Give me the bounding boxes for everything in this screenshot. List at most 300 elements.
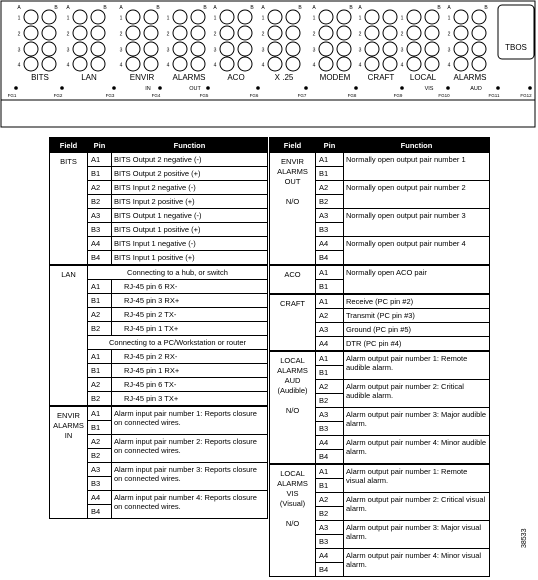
column-letter: B	[54, 5, 58, 11]
row-number: 1	[66, 15, 70, 22]
connector-pin-icon	[425, 26, 439, 40]
connector-pin-icon	[425, 57, 439, 71]
field-craft: CRAFT	[270, 294, 316, 351]
connector-pin-icon	[220, 42, 234, 56]
connector-pin-icon	[365, 57, 379, 71]
row-number: 4	[119, 62, 123, 69]
row-number: 2	[358, 31, 362, 38]
connector-pin-icon	[191, 42, 205, 56]
function-cell: Normally open output pair number 2	[344, 181, 490, 209]
connector-pin-icon	[91, 10, 105, 24]
pin-cell: A4	[88, 237, 112, 251]
function-cell: Ground (PC pin #5)	[344, 323, 490, 337]
pin-cell: B4	[88, 505, 112, 519]
connector-pin-icon	[337, 26, 351, 40]
connector-pin-icon	[42, 57, 56, 71]
function-cell: Alarm output pair number 4: Minor audible alarm.	[344, 436, 490, 465]
function-cell: RJ-45 pin 6 RX-	[112, 280, 268, 294]
connector-panel	[0, 0, 536, 128]
connector-label: LOCAL	[409, 73, 437, 82]
column-letter: A	[312, 5, 316, 11]
connector-pin-icon	[191, 26, 205, 40]
row-number: 4	[312, 62, 316, 69]
field-bits: BITS	[50, 153, 88, 266]
connector-pin-icon	[286, 57, 300, 71]
left-header-pin: Pin	[88, 138, 112, 153]
connector-pin-icon	[144, 26, 158, 40]
row-number: 2	[213, 31, 217, 38]
connector-pin-icon	[472, 10, 486, 24]
pin-cell: A1	[88, 350, 112, 364]
connector-pin-icon	[286, 26, 300, 40]
pin-cell: A2	[88, 378, 112, 392]
pin-cell: B3	[88, 477, 112, 491]
connector-pin-icon	[407, 42, 421, 56]
ground-label: FG3	[105, 93, 115, 98]
function-cell: RJ-45 pin 3 RX+	[112, 294, 268, 308]
pin-cell: B4	[316, 251, 344, 266]
function-cell: BITS Output 2 negative (-)	[112, 153, 268, 167]
connector-pin-icon	[472, 57, 486, 71]
table-row	[270, 294, 490, 309]
pin-cell: B2	[316, 394, 344, 408]
pin-cell: A2	[316, 181, 344, 195]
field-local-alarms-aud	[270, 351, 316, 464]
connector-label: X .25	[274, 73, 294, 82]
connector-sublabel: IN	[145, 86, 151, 92]
connector-sublabel: OUT	[189, 86, 201, 92]
connector-label: ALARMS	[453, 73, 487, 82]
row-number: 2	[166, 31, 170, 38]
pin-cell: A4	[88, 491, 112, 505]
function-cell: Alarm output pair number 2: Critical audible alarm.	[344, 380, 490, 408]
pin-cell: A2	[316, 380, 344, 394]
row-number: 1	[261, 15, 265, 22]
row-number: 2	[312, 31, 316, 38]
ground-point-icon	[446, 86, 450, 90]
connector-pin-icon	[365, 26, 379, 40]
pin-cell: B3	[316, 535, 344, 549]
ground-point-icon	[354, 86, 358, 90]
connector-pin-icon	[144, 42, 158, 56]
connector-sublabel: AUD	[470, 86, 482, 92]
connector-label: LAN	[81, 73, 97, 82]
row-number: 1	[17, 15, 21, 22]
pin-cell: B2	[316, 507, 344, 521]
field-line: VIS	[286, 489, 299, 498]
column-letter: A	[17, 5, 21, 11]
pin-cell: A4	[316, 436, 344, 450]
connector-pin-icon	[91, 42, 105, 56]
pin-cell: B1	[316, 167, 344, 181]
row-number: 2	[119, 31, 123, 38]
row-number: 2	[447, 31, 451, 38]
right-pinout-table	[269, 137, 490, 577]
pin-cell: B2	[88, 195, 112, 209]
connector-pin-icon	[238, 42, 252, 56]
ground-label: FG9	[393, 93, 403, 98]
connector-pin-icon	[42, 26, 56, 40]
left-header-function: Function	[112, 138, 268, 153]
row-number: 2	[400, 31, 404, 38]
field-line: (Visual)	[279, 499, 306, 508]
connector-pin-icon	[191, 10, 205, 24]
connector-pin-icon	[42, 42, 56, 56]
ground-point-icon	[496, 86, 500, 90]
pin-cell: A3	[88, 209, 112, 223]
connector-pin-icon	[365, 42, 379, 56]
connector-pin-icon	[454, 42, 468, 56]
function-cell: Alarm output pair number 3: Major visual alarm.	[344, 521, 490, 549]
field-line: ALARMS	[277, 167, 308, 176]
connector-pin-icon	[337, 57, 351, 71]
connector-pin-icon	[173, 57, 187, 71]
function-cell: BITS Input 1 negative (-)	[112, 237, 268, 251]
table-row	[270, 351, 490, 366]
connector-pin-icon	[126, 26, 140, 40]
connector-pin-icon	[337, 42, 351, 56]
connector-pin-icon	[126, 10, 140, 24]
ground-label: FG1	[7, 93, 17, 98]
row-number: 3	[66, 47, 70, 54]
function-cell: Normally open output pair number 4	[344, 237, 490, 266]
row-number: 4	[166, 62, 170, 69]
function-cell: DTR (PC pin #4)	[344, 337, 490, 352]
pin-cell: A4	[316, 549, 344, 563]
lan-pc-heading: Connecting to a PC/Workstation or router	[88, 336, 268, 350]
ground-point-icon	[112, 86, 116, 90]
row-number: 4	[358, 62, 362, 69]
connector-pin-icon	[91, 26, 105, 40]
column-letter: A	[358, 5, 362, 11]
column-letter: A	[261, 5, 265, 11]
pin-cell: A1	[316, 351, 344, 366]
row-number: 1	[358, 15, 362, 22]
row-number: 4	[17, 62, 21, 69]
row-number: 3	[400, 47, 404, 54]
column-letter: B	[349, 5, 353, 11]
table-row	[50, 153, 268, 167]
pin-cell: B1	[316, 366, 344, 380]
column-letter: A	[119, 5, 123, 11]
pin-cell: B2	[88, 322, 112, 336]
pin-cell: A3	[316, 408, 344, 422]
connector-pin-icon	[319, 42, 333, 56]
function-cell: Alarm input pair number 4: Reports closure on connected wires.	[112, 491, 268, 519]
connector-label: BITS	[31, 73, 49, 82]
left-header-row	[50, 138, 268, 153]
connector-pin-icon	[191, 57, 205, 71]
connector-pin-icon	[454, 26, 468, 40]
connector-pin-icon	[126, 57, 140, 71]
field-line: (Audible)	[277, 386, 308, 395]
pin-cell: A2	[88, 181, 112, 195]
column-letter: A	[66, 5, 70, 11]
pin-cell: B1	[88, 167, 112, 181]
connector-pin-icon	[286, 10, 300, 24]
ground-point-icon	[206, 86, 210, 90]
column-letter: B	[298, 5, 302, 11]
pin-cell: A1	[316, 294, 344, 309]
connector-pin-icon	[144, 10, 158, 24]
column-letter: A	[447, 5, 451, 11]
function-cell: Alarm output pair number 1: Remote audible alarm.	[344, 351, 490, 380]
pin-cell: B2	[88, 392, 112, 407]
field-line: AUD	[284, 376, 301, 385]
function-cell: Normally open output pair number 3	[344, 209, 490, 237]
table-row	[50, 406, 268, 421]
right-header-row	[270, 138, 490, 153]
ground-point-icon	[400, 86, 404, 90]
right-header-function: Function	[344, 138, 490, 153]
column-letter: B	[250, 5, 254, 11]
connector-pin-icon	[73, 26, 87, 40]
connector-pin-icon	[73, 42, 87, 56]
row-number: 2	[17, 31, 21, 38]
function-cell: Alarm output pair number 2: Critical visual alarm.	[344, 493, 490, 521]
pin-cell: A1	[316, 265, 344, 280]
connector-pin-icon	[220, 26, 234, 40]
pin-cell: B4	[88, 251, 112, 266]
row-number: 2	[66, 31, 70, 38]
connector-pin-icon	[365, 10, 379, 24]
connector-pin-icon	[337, 10, 351, 24]
row-number: 3	[166, 47, 170, 54]
connector-pin-icon	[73, 57, 87, 71]
row-number: 1	[447, 15, 451, 22]
field-line: ENVIR	[281, 157, 304, 166]
pin-cell: B1	[88, 421, 112, 435]
column-letter: B	[484, 5, 488, 11]
connector-pin-icon	[425, 10, 439, 24]
connector-pin-icon	[91, 57, 105, 71]
column-letter: A	[213, 5, 217, 11]
connector-pin-icon	[407, 26, 421, 40]
row-number: 3	[261, 47, 265, 54]
function-cell: BITS Output 1 negative (-)	[112, 209, 268, 223]
function-cell: Alarm input pair number 1: Reports closure on connected wires.	[112, 406, 268, 435]
field-line: ALARMS	[277, 366, 308, 375]
function-cell: BITS Input 2 negative (-)	[112, 181, 268, 195]
row-number: 3	[119, 47, 123, 54]
function-cell: Alarm output pair number 3: Major audible alarm.	[344, 408, 490, 436]
row-number: 4	[213, 62, 217, 69]
connector-pin-icon	[42, 10, 56, 24]
pin-cell: B4	[316, 563, 344, 577]
connector-label: MODEM	[319, 73, 351, 82]
ground-label: FG6	[249, 93, 259, 98]
connector-label: ENVIR	[129, 73, 155, 82]
function-cell: Alarm output pair number 1: Remote visual alarm.	[344, 464, 490, 493]
row-number: 3	[213, 47, 217, 54]
row-number: 1	[166, 15, 170, 22]
row-number: 3	[17, 47, 21, 54]
connector-pin-icon	[268, 10, 282, 24]
column-letter: B	[437, 5, 441, 11]
field-lan: LAN	[50, 265, 88, 406]
connector-pin-icon	[24, 26, 38, 40]
pin-cell: B4	[316, 450, 344, 465]
pin-cell: A1	[316, 153, 344, 167]
connector-pin-icon	[126, 42, 140, 56]
row-number: 4	[261, 62, 265, 69]
connector-pin-icon	[268, 26, 282, 40]
field-line: IN	[64, 431, 73, 440]
function-cell: Alarm input pair number 3: Reports closure on connected wires.	[112, 463, 268, 491]
connector-pin-icon	[173, 10, 187, 24]
field-line: N/O	[285, 406, 300, 415]
pin-cell: B3	[88, 223, 112, 237]
row-number: 3	[358, 47, 362, 54]
function-cell: Normally open ACO pair	[344, 265, 490, 294]
pin-cell: A3	[316, 521, 344, 535]
function-cell: BITS Input 1 positive (+)	[112, 251, 268, 266]
connector-pin-icon	[472, 42, 486, 56]
connector-pin-icon	[24, 57, 38, 71]
connector-pin-icon	[144, 57, 158, 71]
pin-cell: B1	[316, 280, 344, 295]
ground-point-icon	[528, 86, 532, 90]
pin-cell: B1	[316, 479, 344, 493]
connector-pin-icon	[268, 57, 282, 71]
table-row	[270, 153, 490, 167]
connector-panel-drawing	[0, 0, 536, 128]
function-cell: BITS Output 2 positive (+)	[112, 167, 268, 181]
ground-label: FG8	[347, 93, 357, 98]
ground-label: FG5	[199, 93, 209, 98]
function-cell: RJ-45 pin 2 RX-	[112, 350, 268, 364]
pin-cell: A3	[316, 323, 344, 337]
connector-pin-icon	[407, 57, 421, 71]
ground-label: FG11	[488, 93, 500, 98]
pin-cell: A3	[316, 209, 344, 223]
connector-pin-icon	[238, 26, 252, 40]
pin-cell: A1	[88, 406, 112, 421]
right-header-field: Field	[270, 138, 316, 153]
row-number: 3	[312, 47, 316, 54]
row-number: 3	[447, 47, 451, 54]
connector-pin-icon	[24, 10, 38, 24]
ground-point-icon	[158, 86, 162, 90]
function-cell: Normally open output pair number 1	[344, 153, 490, 181]
connector-pin-icon	[220, 57, 234, 71]
pin-cell: B1	[88, 294, 112, 308]
row-number: 4	[400, 62, 404, 69]
connector-pin-icon	[425, 42, 439, 56]
pin-cell: A2	[88, 435, 112, 449]
pin-cell: B2	[88, 449, 112, 463]
row-number: 2	[261, 31, 265, 38]
field-line: N/O	[285, 197, 300, 206]
pin-cell: B3	[316, 422, 344, 436]
function-cell: Transmit (PC pin #3)	[344, 309, 490, 323]
function-cell: RJ-45 pin 6 TX-	[112, 378, 268, 392]
connector-pin-icon	[407, 10, 421, 24]
pin-cell: B2	[316, 195, 344, 209]
column-letter: B	[203, 5, 207, 11]
field-line: LOCAL	[280, 469, 305, 478]
ground-label: FG12	[520, 93, 532, 98]
row-number: 4	[66, 62, 70, 69]
ground-label: FG4	[151, 93, 161, 98]
connector-pin-icon	[286, 42, 300, 56]
column-letter: B	[103, 5, 107, 11]
row-number: 1	[400, 15, 404, 22]
connector-pin-icon	[238, 10, 252, 24]
field-line: ALARMS	[53, 421, 84, 430]
pin-cell: B3	[316, 223, 344, 237]
pin-cell: A2	[316, 309, 344, 323]
connector-pin-icon	[454, 10, 468, 24]
connector-pin-icon	[472, 26, 486, 40]
connector-pin-icon	[383, 26, 397, 40]
connector-pin-icon	[220, 10, 234, 24]
table-row	[270, 464, 490, 479]
field-line: N/O	[285, 519, 300, 528]
connector-pin-icon	[383, 10, 397, 24]
left-header-field: Field	[50, 138, 88, 153]
function-cell: RJ-45 pin 1 RX+	[112, 364, 268, 378]
figure-id: 38533	[521, 528, 528, 548]
ground-label: FG10	[438, 93, 450, 98]
pin-cell: A3	[88, 463, 112, 477]
connector-pin-icon	[238, 57, 252, 71]
field-envir-alarms-out	[270, 153, 316, 266]
field-envir-alarms-in	[50, 406, 88, 519]
pin-cell: A1	[88, 153, 112, 167]
function-cell: Alarm input pair number 2: Reports closure on connected wires.	[112, 435, 268, 463]
left-pinout-table	[49, 137, 268, 519]
connector-pin-icon	[319, 10, 333, 24]
pin-cell: A1	[316, 464, 344, 479]
connector-pin-icon	[24, 42, 38, 56]
ground-label: FG7	[297, 93, 307, 98]
tbos-label: TBOS	[505, 43, 527, 52]
column-letter: B	[156, 5, 160, 11]
connector-sublabel: VIS	[424, 86, 434, 92]
right-header-pin: Pin	[316, 138, 344, 153]
lan-hub-heading: Connecting to a hub, or switch	[88, 265, 268, 280]
connector-label: CRAFT	[367, 73, 395, 82]
table-row	[50, 265, 268, 280]
connector-pin-icon	[383, 42, 397, 56]
connector-pin-icon	[383, 57, 397, 71]
row-number: 1	[213, 15, 217, 22]
ground-label: FG2	[53, 93, 63, 98]
connector-pin-icon	[173, 42, 187, 56]
field-line: ENVIR	[57, 411, 80, 420]
field-line: LOCAL	[280, 356, 305, 365]
connector-pin-icon	[268, 42, 282, 56]
function-cell: Receive (PC pin #2)	[344, 294, 490, 309]
function-cell: RJ-45 pin 2 TX-	[112, 308, 268, 322]
field-local-alarms-vis	[270, 464, 316, 577]
connector-pin-icon	[319, 26, 333, 40]
pin-cell: A1	[88, 280, 112, 294]
pin-cell: A2	[88, 308, 112, 322]
function-cell: Alarm output pair number 4: Minor visual alarm.	[344, 549, 490, 577]
connector-label: ACO	[227, 73, 245, 82]
field-aco: ACO	[270, 265, 316, 294]
function-cell: RJ-45 pin 3 TX+	[112, 392, 268, 407]
function-cell: BITS Input 2 positive (+)	[112, 195, 268, 209]
ground-point-icon	[14, 86, 18, 90]
field-line: ALARMS	[277, 479, 308, 488]
pin-cell: A4	[316, 337, 344, 352]
row-number: 1	[119, 15, 123, 22]
connector-pin-icon	[73, 10, 87, 24]
pin-cell: A2	[316, 493, 344, 507]
